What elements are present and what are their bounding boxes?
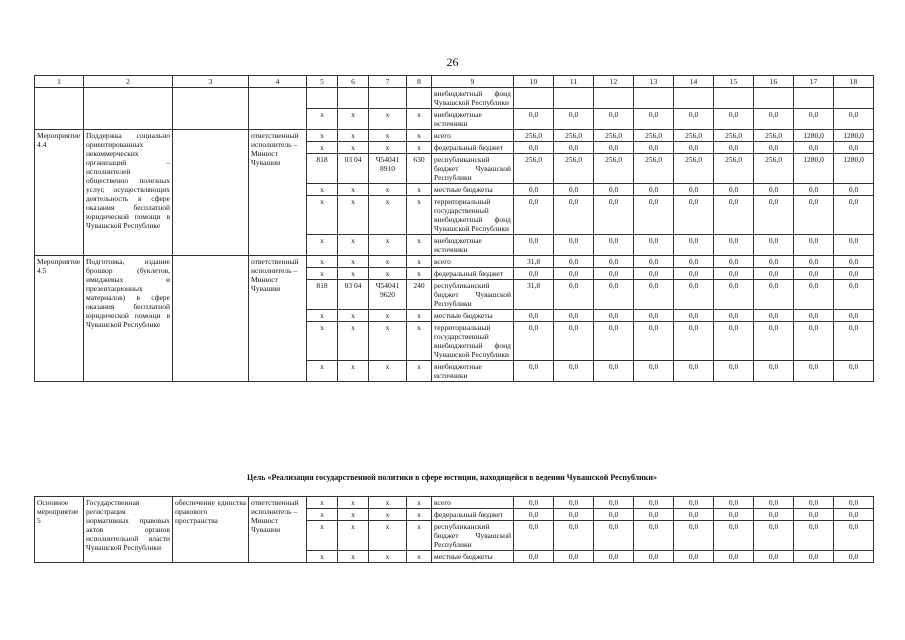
value-cell: 0,0 — [714, 509, 754, 521]
value-cell: 256,0 — [634, 130, 674, 142]
measure-executor: ответственный исполнитель – Минюст Чувашии — [249, 497, 307, 563]
value-cell: 0,0 — [714, 280, 754, 310]
code-rz: x — [338, 196, 369, 235]
value-cell: 0,0 — [554, 310, 594, 322]
value-cell: 0,0 — [754, 509, 794, 521]
value-cell: 0,0 — [594, 184, 634, 196]
value-cell: 0,0 — [834, 322, 874, 361]
value-cell: 0,0 — [714, 184, 754, 196]
value-cell: 0,0 — [514, 184, 554, 196]
value-cell: 0,0 — [674, 509, 714, 521]
value-cell: 0,0 — [834, 497, 874, 509]
value-cell: 0,0 — [754, 521, 794, 551]
value-cell — [514, 88, 554, 109]
value-cell: 256,0 — [594, 130, 634, 142]
value-cell: 0,0 — [554, 361, 594, 382]
value-cell: 0,0 — [674, 196, 714, 235]
source-cell: всего — [432, 497, 514, 509]
code-csr: x — [369, 235, 407, 256]
code-vr: x — [407, 310, 432, 322]
value-cell: 0,0 — [834, 280, 874, 310]
value-cell: 0,0 — [594, 256, 634, 268]
value-cell: 0,0 — [514, 310, 554, 322]
value-cell — [674, 88, 714, 109]
code-vr: x — [407, 497, 432, 509]
value-cell: 0,0 — [634, 551, 674, 563]
column-number: 4 — [249, 76, 307, 88]
code-vr: x — [407, 256, 432, 268]
cell-empty — [173, 88, 249, 130]
value-cell: 256,0 — [674, 154, 714, 184]
value-cell: 0,0 — [834, 184, 874, 196]
value-cell: 0,0 — [794, 196, 834, 235]
value-cell: 0,0 — [634, 280, 674, 310]
value-cell: 0,0 — [634, 322, 674, 361]
source-cell: внебюджетный фонд Чувашской Республики — [432, 88, 514, 109]
value-cell: 0,0 — [634, 184, 674, 196]
column-number: 18 — [834, 76, 874, 88]
value-cell: 0,0 — [754, 280, 794, 310]
value-cell: 0,0 — [594, 361, 634, 382]
value-cell: 1280,0 — [834, 130, 874, 142]
value-cell: 0,0 — [714, 551, 754, 563]
code-gr: 818 — [307, 154, 338, 184]
value-cell: 0,0 — [794, 280, 834, 310]
column-number: 5 — [307, 76, 338, 88]
measure-name: Основное мероприятие 5 — [35, 497, 84, 563]
code-gr: x — [307, 256, 338, 268]
code-csr: x — [369, 551, 407, 563]
value-cell: 256,0 — [674, 130, 714, 142]
value-cell: 0,0 — [794, 497, 834, 509]
value-cell — [634, 88, 674, 109]
code-vr: x — [407, 196, 432, 235]
value-cell: 0,0 — [754, 322, 794, 361]
source-cell: федеральный бюджет — [432, 142, 514, 154]
code-csr: x — [369, 361, 407, 382]
value-cell: 0,0 — [794, 361, 834, 382]
code-gr: x — [307, 142, 338, 154]
code-cell: x — [307, 109, 338, 130]
value-cell: 0,0 — [834, 361, 874, 382]
value-cell: 0,0 — [794, 142, 834, 154]
source-cell: всего — [432, 256, 514, 268]
table-row — [35, 130, 874, 142]
code-csr: x — [369, 521, 407, 551]
value-cell: 0,0 — [674, 361, 714, 382]
value-cell: 0,0 — [714, 322, 754, 361]
code-cell: x — [407, 109, 432, 130]
code-cell — [338, 88, 369, 109]
table-row — [35, 88, 874, 109]
column-number: 6 — [338, 76, 369, 88]
code-csr: x — [369, 196, 407, 235]
code-rz: 03 04 — [338, 154, 369, 184]
value-cell: 0,0 — [514, 551, 554, 563]
value-cell: 0,0 — [554, 497, 594, 509]
value-cell: 0,0 — [714, 310, 754, 322]
value-cell — [794, 88, 834, 109]
value-cell: 0,0 — [594, 235, 634, 256]
value-cell: 0,0 — [634, 109, 674, 130]
value-cell — [554, 88, 594, 109]
code-gr: x — [307, 235, 338, 256]
source-cell: всего — [432, 130, 514, 142]
column-number: 15 — [714, 76, 754, 88]
value-cell: 256,0 — [714, 154, 754, 184]
value-cell: 0,0 — [634, 361, 674, 382]
value-cell: 0,0 — [514, 109, 554, 130]
code-cell: x — [369, 109, 407, 130]
value-cell: 0,0 — [834, 310, 874, 322]
value-cell: 1280,0 — [794, 130, 834, 142]
value-cell: 0,0 — [634, 196, 674, 235]
code-cell — [369, 88, 407, 109]
source-cell: федеральный бюджет — [432, 509, 514, 521]
value-cell: 0,0 — [674, 256, 714, 268]
value-cell: 0,0 — [634, 497, 674, 509]
value-cell: 0,0 — [594, 268, 634, 280]
column-number: 1 — [35, 76, 84, 88]
value-cell: 0,0 — [634, 268, 674, 280]
value-cell: 0,0 — [554, 280, 594, 310]
code-csr: x — [369, 310, 407, 322]
code-gr: x — [307, 196, 338, 235]
value-cell: 0,0 — [834, 235, 874, 256]
value-cell — [714, 88, 754, 109]
cell-empty — [35, 88, 84, 130]
value-cell: 0,0 — [754, 361, 794, 382]
value-cell: 256,0 — [634, 154, 674, 184]
value-cell: 0,0 — [554, 268, 594, 280]
value-cell: 0,0 — [714, 521, 754, 551]
value-cell: 0,0 — [714, 268, 754, 280]
value-cell: 0,0 — [754, 235, 794, 256]
code-csr: x — [369, 184, 407, 196]
column-number: 10 — [514, 76, 554, 88]
value-cell: 0,0 — [714, 109, 754, 130]
value-cell: 0,0 — [554, 322, 594, 361]
cell-empty — [249, 88, 307, 130]
code-gr: x — [307, 509, 338, 521]
value-cell: 0,0 — [754, 310, 794, 322]
code-gr: x — [307, 551, 338, 563]
code-vr: x — [407, 268, 432, 280]
value-cell: 0,0 — [634, 509, 674, 521]
code-vr: x — [407, 130, 432, 142]
code-vr: x — [407, 142, 432, 154]
value-cell: 0,0 — [834, 268, 874, 280]
source-cell: местные бюджеты — [432, 310, 514, 322]
value-cell: 0,0 — [754, 196, 794, 235]
measure-target — [173, 130, 249, 256]
value-cell: 0,0 — [714, 256, 754, 268]
value-cell: 0,0 — [674, 184, 714, 196]
value-cell: 0,0 — [714, 361, 754, 382]
value-cell: 0,0 — [754, 551, 794, 563]
code-rz: x — [338, 268, 369, 280]
source-cell: внебюджетные источники — [432, 109, 514, 130]
value-cell — [834, 88, 874, 109]
measure-title: Государственная регистрация нормативных правовых актов органов исполнительной власти Чувашской Республики — [84, 497, 173, 563]
value-cell: 0,0 — [794, 268, 834, 280]
code-csr: x — [369, 497, 407, 509]
code-rz: x — [338, 130, 369, 142]
value-cell: 0,0 — [754, 142, 794, 154]
code-rz: x — [338, 361, 369, 382]
code-vr: 630 — [407, 154, 432, 184]
source-cell: республиканский бюджет Чувашской Республики — [432, 154, 514, 184]
cell-empty — [84, 88, 173, 130]
value-cell: 0,0 — [754, 109, 794, 130]
code-rz: x — [338, 184, 369, 196]
page-number: 26 — [446, 55, 459, 69]
code-vr: x — [407, 235, 432, 256]
source-cell: федеральный бюджет — [432, 268, 514, 280]
code-rz: x — [338, 509, 369, 521]
value-cell: 0,0 — [754, 268, 794, 280]
value-cell: 0,0 — [554, 142, 594, 154]
column-number: 16 — [754, 76, 794, 88]
value-cell: 0,0 — [794, 509, 834, 521]
code-csr: Ч54041 9620 — [369, 280, 407, 310]
code-gr: 818 — [307, 280, 338, 310]
value-cell: 0,0 — [834, 196, 874, 235]
measure-executor: ответственный исполнитель – Минюст Чувашии — [249, 130, 307, 256]
code-rz: x — [338, 322, 369, 361]
value-cell: 31,8 — [514, 280, 554, 310]
value-cell: 0,0 — [834, 551, 874, 563]
value-cell: 256,0 — [714, 130, 754, 142]
value-cell: 0,0 — [634, 521, 674, 551]
value-cell: 0,0 — [554, 521, 594, 551]
code-rz: x — [338, 235, 369, 256]
value-cell: 256,0 — [754, 130, 794, 142]
code-csr: x — [369, 130, 407, 142]
code-rz: x — [338, 142, 369, 154]
code-rz: x — [338, 497, 369, 509]
code-vr: x — [407, 521, 432, 551]
code-gr: x — [307, 497, 338, 509]
value-cell: 0,0 — [794, 322, 834, 361]
code-csr: Ч54041 8910 — [369, 154, 407, 184]
column-number: 9 — [432, 76, 514, 88]
code-vr: x — [407, 551, 432, 563]
budget-table — [34, 75, 874, 382]
source-cell: местные бюджеты — [432, 184, 514, 196]
code-rz: x — [338, 256, 369, 268]
value-cell: 0,0 — [634, 235, 674, 256]
column-number: 12 — [594, 76, 634, 88]
value-cell: 0,0 — [514, 521, 554, 551]
value-cell: 0,0 — [634, 256, 674, 268]
value-cell: 0,0 — [834, 256, 874, 268]
code-gr: x — [307, 184, 338, 196]
code-rz: x — [338, 551, 369, 563]
value-cell: 0,0 — [674, 280, 714, 310]
value-cell: 0,0 — [514, 268, 554, 280]
value-cell: 0,0 — [514, 322, 554, 361]
value-cell: 0,0 — [674, 551, 714, 563]
value-cell: 0,0 — [594, 142, 634, 154]
value-cell: 1280,0 — [794, 154, 834, 184]
column-number: 3 — [173, 76, 249, 88]
code-csr: x — [369, 509, 407, 521]
table-row — [35, 256, 874, 268]
value-cell: 0,0 — [794, 551, 834, 563]
source-cell: территориальный государственный внебюджетный фонд Чувашской Республики — [432, 322, 514, 361]
measure-executor: ответственный исполнитель – Минюст Чувашии — [249, 256, 307, 382]
code-vr: 240 — [407, 280, 432, 310]
code-csr: x — [369, 256, 407, 268]
source-cell: республиканский бюджет Чувашской Республики — [432, 280, 514, 310]
column-number: 11 — [554, 76, 594, 88]
value-cell: 0,0 — [594, 322, 634, 361]
value-cell: 0,0 — [714, 235, 754, 256]
value-cell: 256,0 — [594, 154, 634, 184]
code-gr: x — [307, 310, 338, 322]
column-number: 17 — [794, 76, 834, 88]
value-cell: 0,0 — [594, 196, 634, 235]
value-cell: 0,0 — [554, 256, 594, 268]
value-cell: 31,8 — [514, 256, 554, 268]
value-cell: 0,0 — [794, 184, 834, 196]
value-cell: 0,0 — [554, 551, 594, 563]
value-cell: 0,0 — [794, 109, 834, 130]
value-cell: 0,0 — [794, 310, 834, 322]
source-cell: внебюджетные источники — [432, 361, 514, 382]
value-cell: 0,0 — [754, 184, 794, 196]
code-rz: 03 04 — [338, 280, 369, 310]
code-vr: x — [407, 509, 432, 521]
value-cell: 0,0 — [634, 142, 674, 154]
value-cell: 0,0 — [714, 497, 754, 509]
column-number: 13 — [634, 76, 674, 88]
value-cell: 0,0 — [514, 509, 554, 521]
value-cell: 0,0 — [554, 184, 594, 196]
value-cell: 0,0 — [794, 235, 834, 256]
value-cell: 0,0 — [594, 280, 634, 310]
value-cell: 0,0 — [514, 142, 554, 154]
source-cell: внебюджетные источники — [432, 235, 514, 256]
value-cell: 256,0 — [514, 154, 554, 184]
code-gr: x — [307, 521, 338, 551]
value-cell: 0,0 — [634, 310, 674, 322]
value-cell: 0,0 — [514, 196, 554, 235]
code-vr: x — [407, 361, 432, 382]
value-cell: 0,0 — [794, 256, 834, 268]
column-number: 7 — [369, 76, 407, 88]
value-cell: 0,0 — [674, 268, 714, 280]
source-cell: республиканский бюджет Чувашской Республики — [432, 521, 514, 551]
value-cell: 0,0 — [754, 256, 794, 268]
value-cell: 0,0 — [594, 509, 634, 521]
measure-target — [173, 256, 249, 382]
value-cell: 0,0 — [674, 235, 714, 256]
value-cell: 0,0 — [834, 142, 874, 154]
budget-table-goal — [34, 496, 874, 563]
code-gr: x — [307, 361, 338, 382]
value-cell: 0,0 — [594, 310, 634, 322]
measure-name: Мероприятие 4.5 — [35, 256, 84, 382]
code-csr: x — [369, 268, 407, 280]
value-cell: 0,0 — [754, 497, 794, 509]
code-vr: x — [407, 322, 432, 361]
column-number: 8 — [407, 76, 432, 88]
value-cell: 0,0 — [554, 235, 594, 256]
code-rz: x — [338, 521, 369, 551]
measure-name: Мероприятие 4.4 — [35, 130, 84, 256]
code-cell: x — [338, 109, 369, 130]
value-cell: 0,0 — [834, 521, 874, 551]
source-cell: территориальный государственный внебюджетный фонд Чувашской Республики — [432, 196, 514, 235]
column-number: 2 — [84, 76, 173, 88]
value-cell: 0,0 — [594, 497, 634, 509]
value-cell: 0,0 — [714, 196, 754, 235]
value-cell: 0,0 — [554, 109, 594, 130]
value-cell: 0,0 — [674, 142, 714, 154]
value-cell: 0,0 — [834, 509, 874, 521]
value-cell: 0,0 — [554, 509, 594, 521]
table-row — [35, 497, 874, 509]
source-cell: местные бюджеты — [432, 551, 514, 563]
goal-heading: Цель «Реализация государственной политики в сфере юстиции, находящейся в ведении Чувашской Республики» — [246, 473, 657, 482]
code-rz: x — [338, 310, 369, 322]
value-cell — [754, 88, 794, 109]
value-cell — [594, 88, 634, 109]
code-csr: x — [369, 142, 407, 154]
value-cell: 0,0 — [714, 142, 754, 154]
value-cell: 0,0 — [674, 497, 714, 509]
value-cell: 0,0 — [794, 521, 834, 551]
code-vr: x — [407, 184, 432, 196]
value-cell: 0,0 — [834, 109, 874, 130]
value-cell: 0,0 — [674, 521, 714, 551]
value-cell: 0,0 — [514, 497, 554, 509]
value-cell: 0,0 — [514, 361, 554, 382]
code-gr: x — [307, 322, 338, 361]
column-number-row — [35, 76, 874, 88]
code-csr: x — [369, 322, 407, 361]
value-cell: 0,0 — [674, 109, 714, 130]
value-cell: 0,0 — [594, 521, 634, 551]
code-gr: x — [307, 130, 338, 142]
measure-title: Подготовка, издание брошюр (буклетов, имиджевых и презентационных материалов) в сфере оказания бесплатной юридической помощи в Чувашской Республике — [84, 256, 173, 382]
value-cell: 0,0 — [514, 235, 554, 256]
value-cell: 0,0 — [674, 310, 714, 322]
code-cell — [407, 88, 432, 109]
value-cell: 256,0 — [554, 154, 594, 184]
value-cell: 0,0 — [674, 322, 714, 361]
value-cell: 0,0 — [594, 109, 634, 130]
value-cell: 0,0 — [554, 196, 594, 235]
code-gr: x — [307, 268, 338, 280]
value-cell: 0,0 — [594, 551, 634, 563]
value-cell: 1280,0 — [834, 154, 874, 184]
value-cell: 256,0 — [514, 130, 554, 142]
code-cell — [307, 88, 338, 109]
measure-target: обеспечение единства правового пространства — [173, 497, 249, 563]
value-cell: 256,0 — [554, 130, 594, 142]
column-number: 14 — [674, 76, 714, 88]
measure-title: Поддержка социально ориентированных некоммерческих организаций – исполнителей общественно полезных услуг, осуществляющих деятельность в сфере оказания бесплатной юридической помощи в Чувашской Республике — [84, 130, 173, 256]
value-cell: 256,0 — [754, 154, 794, 184]
